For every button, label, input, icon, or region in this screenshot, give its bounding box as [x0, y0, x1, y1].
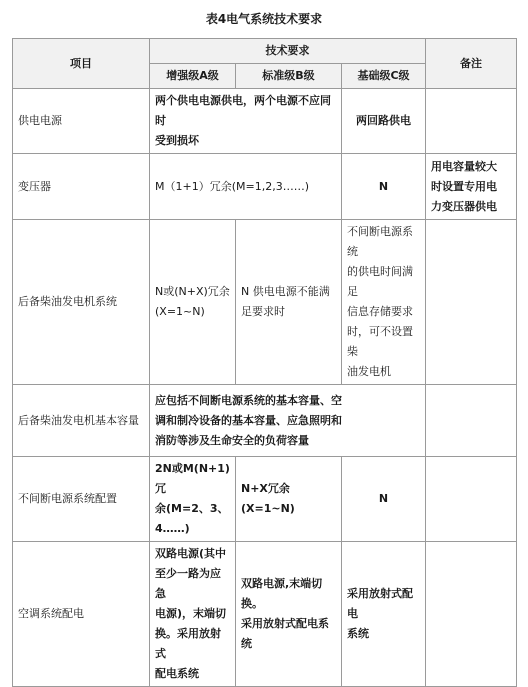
row-item: 后备柴油发电机基本容量	[13, 385, 150, 457]
table-row	[13, 457, 517, 542]
row-item: 变压器	[13, 154, 150, 220]
header-item: 项目	[13, 39, 150, 89]
header-notes: 备注	[426, 39, 517, 89]
row-c: N	[342, 154, 426, 220]
requirements-table	[12, 38, 517, 687]
row-b: N 供电电源不能满 足要求时	[236, 220, 342, 385]
row-a: 双路电源(其中 至少一路为应急 电源)，末端切 换。采用放射式 配电系统	[150, 542, 236, 687]
row-item: 空调系统配电	[13, 542, 150, 687]
table-row	[13, 89, 517, 154]
row-note: 用电容量较大 时设置专用电 力变压器供电	[426, 154, 517, 220]
header-tech: 技术要求	[150, 39, 426, 64]
table-title: 表4电气系统技术要求	[205, 12, 323, 26]
row-b: 双路电源,末端切换。 采用放射式配电系统	[236, 542, 342, 687]
row-a: N或(N+X)冗余 (X=1~N)	[150, 220, 236, 385]
row-abc: 应包括不间断电源系统的基本容量、空 调和制冷设备的基本容量、应急照明和 消防等涉及生命安全的负荷容量	[150, 385, 426, 457]
row-note	[426, 89, 517, 154]
row-c: 不间断电源系统 的供电时间满足 信息存储要求 时，可不设置柴 油发电机	[342, 220, 426, 385]
row-note	[426, 542, 517, 687]
table-row	[13, 385, 517, 457]
row-item: 后备柴油发电机系统	[13, 220, 150, 385]
header-level-b: 标准级B级	[236, 64, 342, 89]
header-level-a: 增强级A级	[150, 64, 236, 89]
row-ab: 两个供电电源供电，两个电源不应同时 受到损坏	[150, 89, 342, 154]
row-c: 两回路供电	[342, 89, 426, 154]
row-a: 2N或M(N+1)冗 余(M=2、3、 4……)	[150, 457, 236, 542]
row-note	[426, 457, 517, 542]
row-note	[426, 385, 517, 457]
table-row	[13, 154, 517, 220]
header-row-1	[13, 39, 517, 64]
row-b: N+X冗余(X=1~N)	[236, 457, 342, 542]
row-ab: M（1+1）冗余(M=1,2,3……)	[150, 154, 342, 220]
row-item: 供电电源	[13, 89, 150, 154]
table-row	[13, 220, 517, 385]
row-c: N	[342, 457, 426, 542]
row-c: 采用放射式配电 系统	[342, 542, 426, 687]
row-item: 不间断电源系统配置	[13, 457, 150, 542]
row-note	[426, 220, 517, 385]
header-level-c: 基础级C级	[342, 64, 426, 89]
table-row	[13, 542, 517, 687]
